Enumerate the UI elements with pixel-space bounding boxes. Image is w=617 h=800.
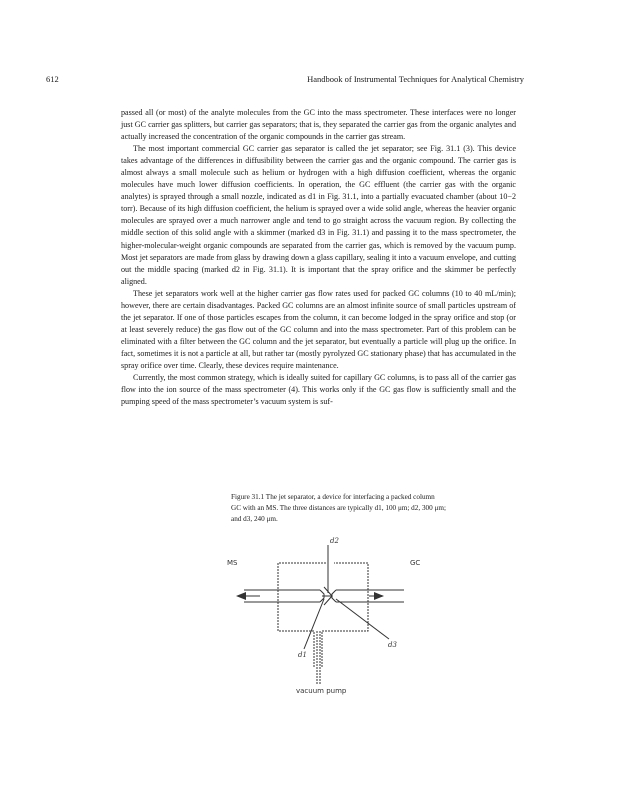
page-header bbox=[46, 74, 524, 86]
d2-label: d2 bbox=[330, 537, 339, 545]
paragraph: The most important commercial GC carrier gas separator is called the jet separator; see Fig. 31.1 (3). This device takes advantage of the differences in diffusibility between the carrier gas and the organic compound. The carrier gas is almost always a small molecule such as helium or hydrogen with a high diffusion coefficient, whereas the organic molecules have much lower diffusion coefficients. In operation, the GC effluent (the carrier gas with the organic analytes) is sprayed through a small nozzle, indicated as d1 in Fig. 31.1, into a partially evacuated chamber (about 10−2 torr). Because of its high diffusion coefficient, the helium is sprayed over a wide solid angle, whereas the heavier organic molecules are sprayed over a much narrower angle and tend to go straight across the vacuum region. By collecting the middle section of this solid angle with a skimmer (marked d3 in Fig. 31.1) and passing it to the mass spectrometer, the higher-molecular-weight organic compounds are separated from the carrier gas, which is removed by the vacuum pump. Most jet separators are made from glass by drawing down a glass capillary, sealing it into a vacuum envelope, and cutting out the middle spacing (marked d2 in Fig. 31.1). It is important that the spray orifice and the skimmer be perfectly aligned. bbox=[121, 144, 516, 286]
ms-label: MS bbox=[227, 559, 238, 567]
paragraph: passed all (or most) of the analyte molecules from the GC into the mass spectrometer. These interfaces were no longer just GC carrier gas splitters, but carrier gas separators; that is, they separated the carrier gas from the organic analytes and actually increased the concentration of the organic compounds in the carrier gas stream. bbox=[121, 108, 516, 142]
ms-arrow-head bbox=[236, 592, 246, 600]
page-number: 612 bbox=[46, 74, 59, 84]
paragraph: Currently, the most common strategy, which is ideally suited for capillary GC columns, is to pass all of the carrier gas flow into the ion source of the mass spectrometer (4). This works only if the GC gas flow is sufficiently small and the pumping speed of the mass spectrometer’s vacuum system is suf- bbox=[121, 373, 516, 407]
d3-label: d3 bbox=[388, 641, 397, 649]
spray-line bbox=[324, 596, 332, 605]
paragraph: These jet separators work well at the higher carrier gas flow rates used for packed GC columns (10 to 40 mL/min); however, there are certain disadvantages. Packed GC columns are an almost infinite source of small particles upstream of the jet separator. If one of those particles escapes from the column, it can become lodged in the spray orifice and stop (or at least severely reduce) the gas flow out of the GC column and into the mass spectrometer. Part of this problem can be eliminated with a filter between the GC column and the jet separator, but eventually a particle will plug up the orifice. In fact, sometimes it is not a particle at all, but rather tar (mostly pyrolyzed GC stationary phase) that has accumulated in the spray orifice over time. Clearly, these devices require maintenance. bbox=[121, 288, 516, 370]
d1-label: d1 bbox=[298, 651, 307, 659]
d3-leader bbox=[336, 599, 389, 639]
nozzle bbox=[332, 590, 336, 602]
jet-separator-figure bbox=[224, 527, 424, 697]
running-head: Handbook of Instrumental Techniques for Analytical Chemistry bbox=[307, 74, 524, 84]
chamber-wall bbox=[278, 563, 368, 667]
body-text bbox=[121, 107, 516, 408]
vacuum-pump-label: vacuum pump bbox=[296, 687, 347, 695]
figure-caption: Figure 31.1 The jet separator, a device for interfacing a packed column GC with an MS. The three distances are typically d1, 100 μm; d2, 300 μm; and d3, 240 μm. bbox=[231, 493, 446, 523]
gc-label: GC bbox=[410, 559, 421, 567]
jet-separator-diagram bbox=[224, 527, 424, 697]
